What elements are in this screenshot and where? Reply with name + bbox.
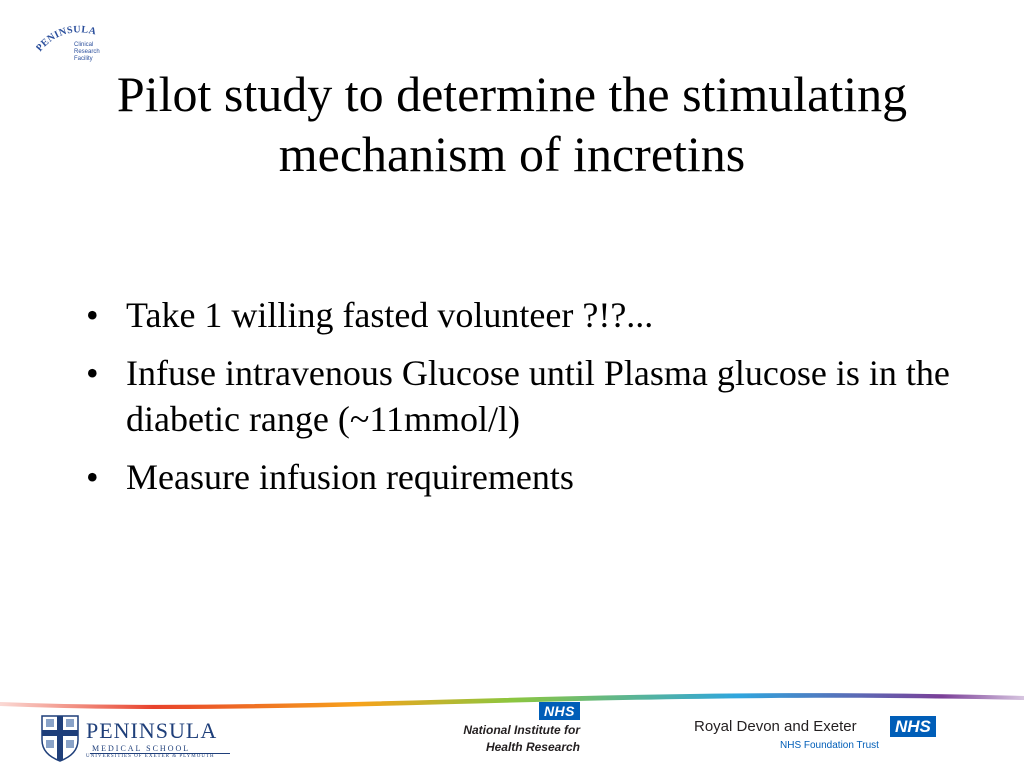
bullet-text: Take 1 willing fasted volunteer ?!?... bbox=[126, 295, 654, 335]
crf-line-3: Facility bbox=[74, 56, 93, 62]
universities-label: UNIVERSITIES OF EXETER & PLYMOUTH bbox=[86, 754, 215, 759]
peninsula-name: PENINSULA bbox=[86, 718, 218, 743]
bullet-glyph: • bbox=[86, 457, 99, 497]
rde-nhs-badge: NHS bbox=[890, 716, 936, 737]
bullet-text: Infuse intravenous Glucose until Plasma glucose is in the diabetic range (~11mmol/l) bbox=[126, 353, 950, 439]
bullet-glyph: • bbox=[86, 295, 99, 335]
nihr-line-2: Health Research bbox=[485, 740, 580, 754]
nihr-nhs-badge: NHS bbox=[539, 702, 580, 720]
slide-title bbox=[40, 64, 984, 184]
nihr-line-1: National Institute for bbox=[463, 723, 580, 737]
nihr-logo bbox=[430, 702, 580, 762]
bullet-item bbox=[80, 350, 960, 442]
nihr-text bbox=[463, 722, 580, 756]
crf-line-2: Research bbox=[74, 49, 100, 55]
peninsula-medical-school-logo bbox=[40, 714, 230, 762]
crf-arc-text: ENINSULA bbox=[39, 24, 98, 50]
peninsula-crf-logo-graphic bbox=[36, 22, 116, 70]
peninsula-crf-logo bbox=[36, 22, 116, 70]
title-line-1: Pilot study to determine the stimulating bbox=[116, 66, 908, 122]
bullet-item bbox=[80, 292, 960, 338]
title-line-2: mechanism of incretins bbox=[278, 126, 746, 182]
rde-trust-label: NHS Foundation Trust bbox=[780, 740, 879, 751]
bullet-text: Measure infusion requirements bbox=[126, 457, 574, 497]
crf-line-1: Clinical bbox=[74, 42, 94, 48]
bullet-list bbox=[80, 292, 960, 512]
bullet-glyph: • bbox=[86, 353, 99, 393]
royal-devon-exeter-logo bbox=[694, 714, 944, 754]
bullet-item bbox=[80, 454, 960, 500]
rde-name: Royal Devon and Exeter bbox=[694, 718, 857, 735]
crest-icon bbox=[40, 714, 80, 762]
medical-school-label: MEDICAL SCHOOL bbox=[92, 744, 191, 753]
